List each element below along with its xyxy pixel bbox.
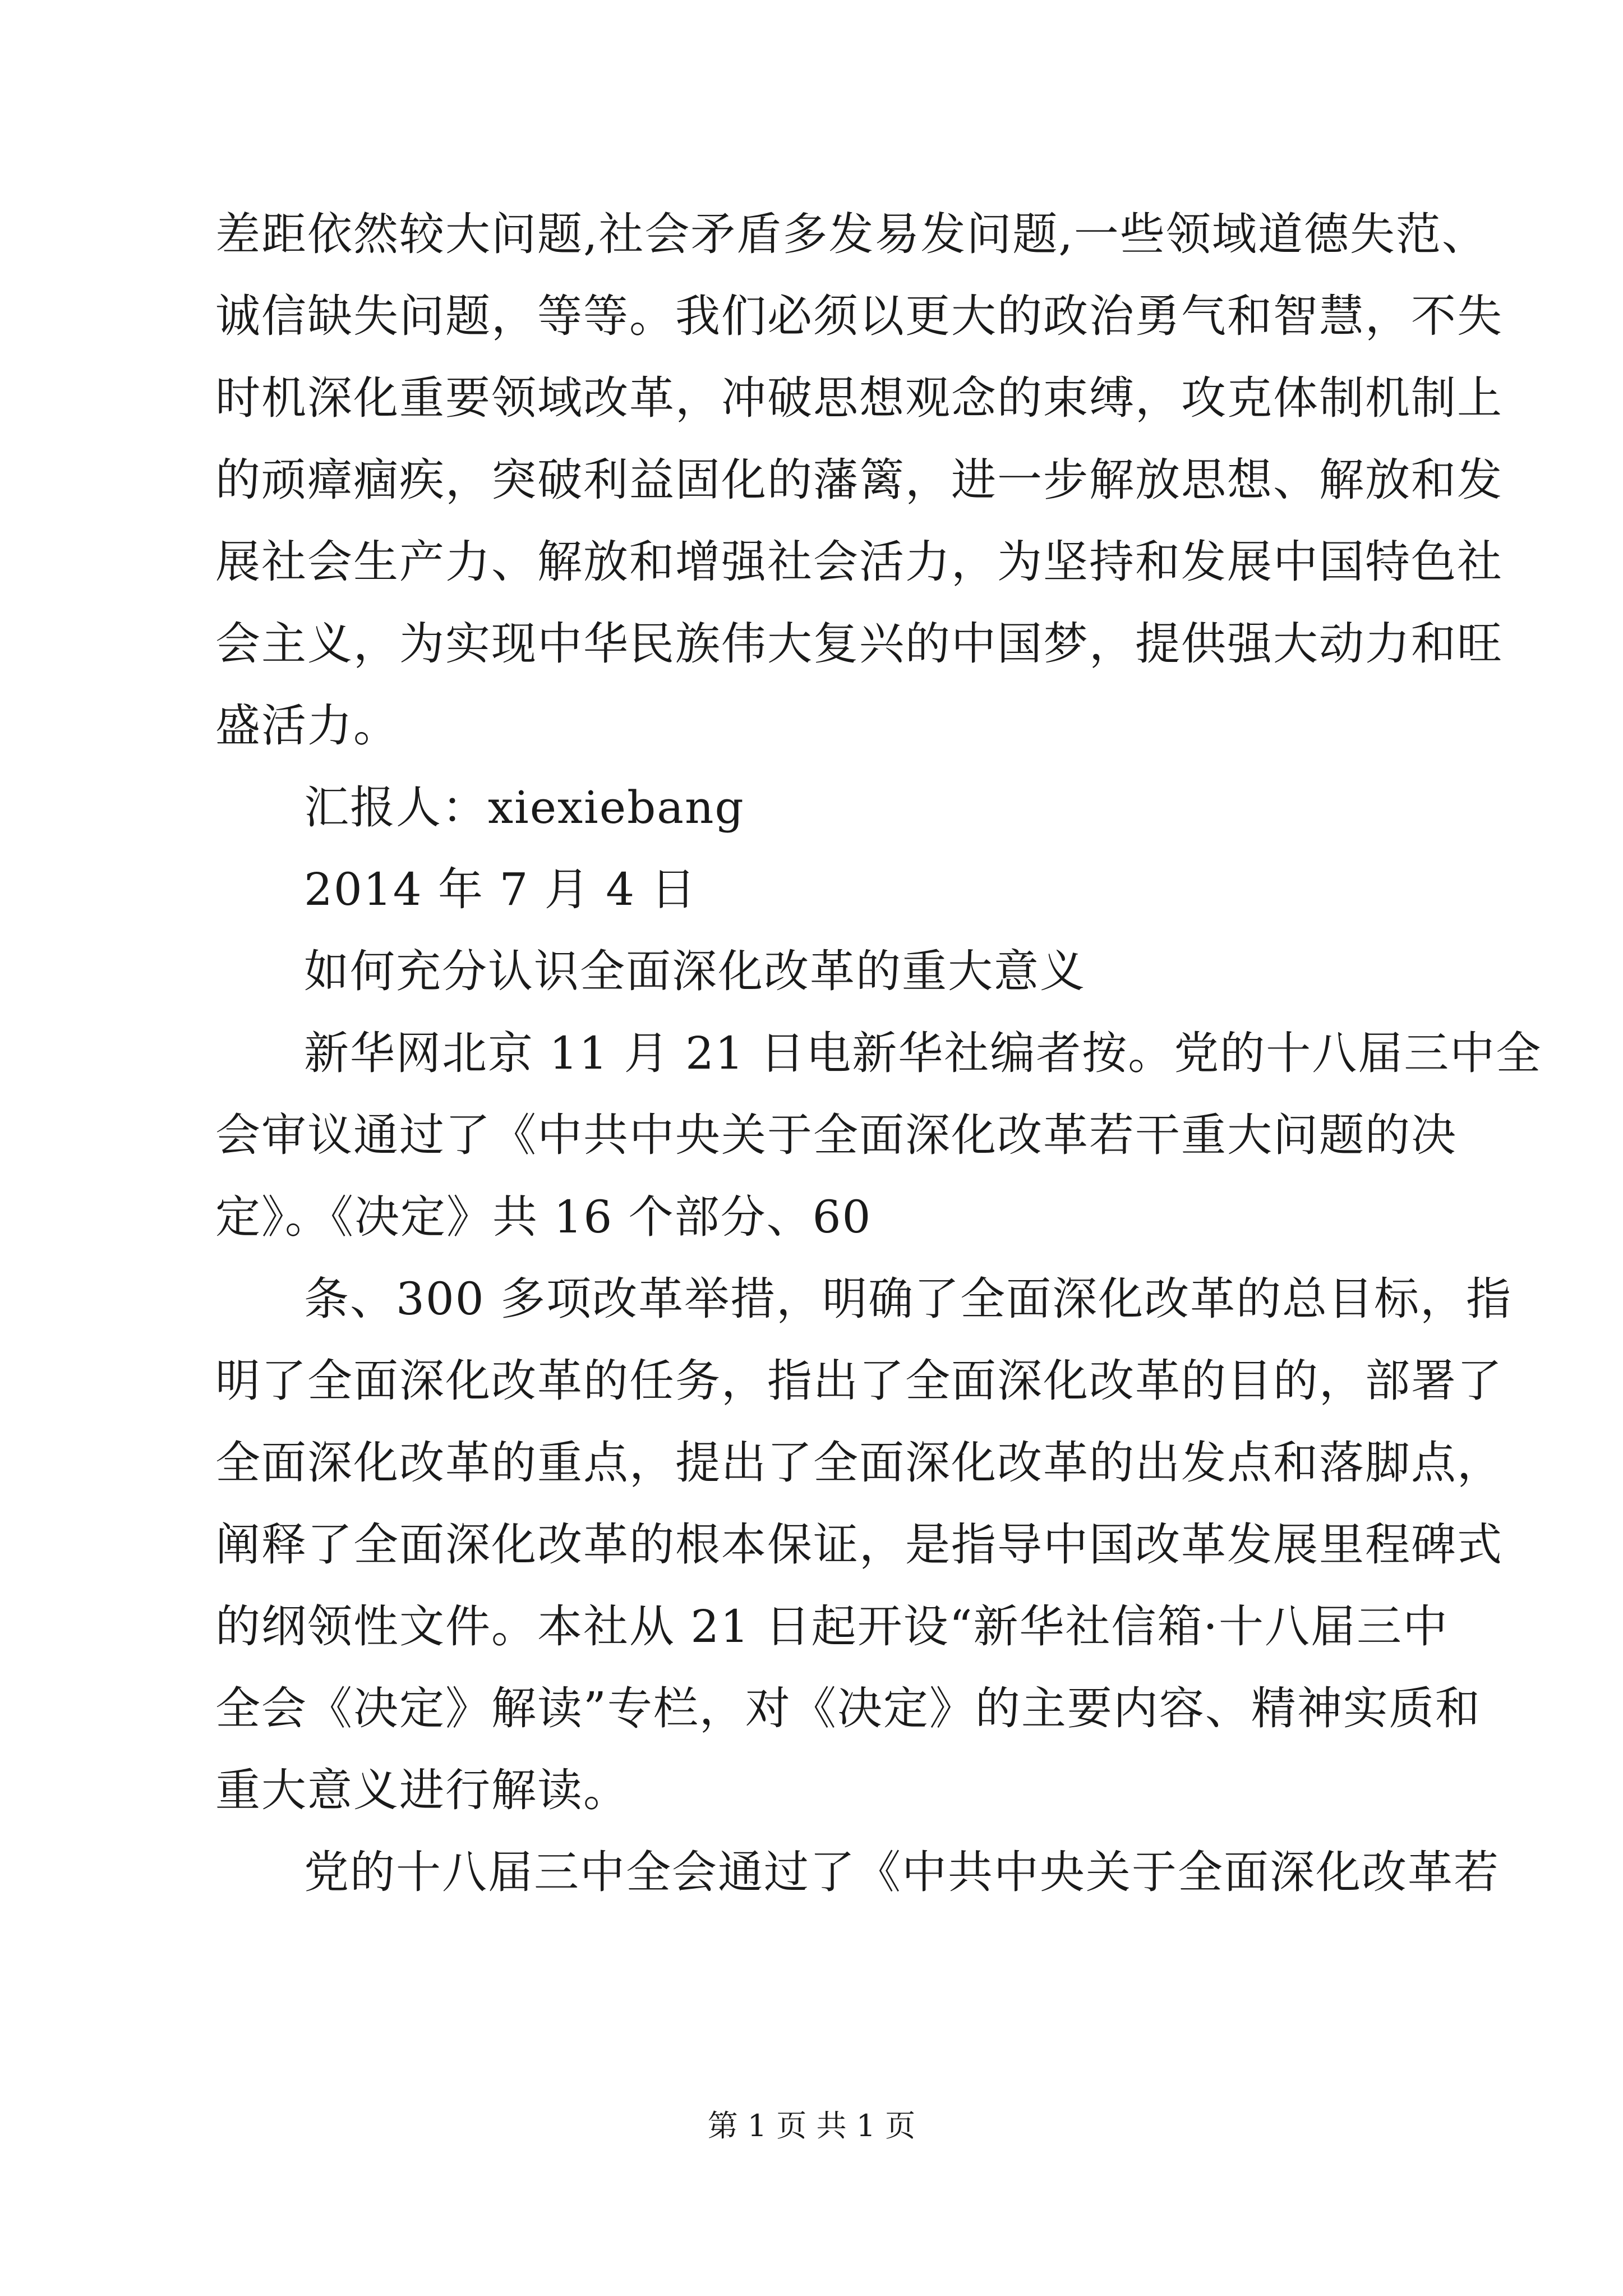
text-line: 的顽瘴痼疾，突破利益固化的藩篱，进一步解放思想、解放和发 bbox=[215, 454, 1503, 506]
text-line: 诚信缺失问题，等等。我们必须以更大的政治勇气和智慧，不失 bbox=[215, 290, 1503, 342]
text-line: 阐释了全面深化改革的根本保证，是指导中国改革发展里程碑式 bbox=[215, 1519, 1503, 1571]
reporter-line: 汇报人：xiexiebang bbox=[304, 781, 745, 834]
text-line: 全会《决定》解读”专栏，对《决定》的主要内容、精神实质和 bbox=[215, 1682, 1481, 1734]
text-line: 盛活力。 bbox=[215, 700, 399, 752]
text-line: 新华网北京 11 月 21 日电新华社编者按。党的十八届三中全 bbox=[304, 1027, 1542, 1079]
text-line: 的纲领性文件。本社从 21 日起开设“新华社信箱·十八届三中 bbox=[215, 1600, 1449, 1653]
text-line: 差距依然较大问题,社会矛盾多发易发问题,一些领域道德失范、 bbox=[215, 208, 1488, 260]
date-line: 2014 年 7 月 4 日 bbox=[304, 863, 697, 915]
document-body bbox=[215, 194, 1542, 1913]
text-line: 时机深化重要领域改革，冲破思想观念的束缚，攻克体制机制上 bbox=[215, 372, 1503, 424]
text-line: 会审议通过了《中共中央关于全面深化改革若干重大问题的决 bbox=[215, 1109, 1457, 1161]
text-line: 定》。《决定》共 16 个部分、60 bbox=[215, 1191, 872, 1243]
text-line: 展社会生产力、解放和增强社会活力，为坚持和发展中国特色社 bbox=[215, 536, 1503, 588]
page-number-footer: 第 1 页 共 1 页 bbox=[707, 2108, 916, 2143]
text-line: 党的十八届三中全会通过了《中共中央关于全面深化改革若 bbox=[304, 1846, 1500, 1898]
text-line: 明了全面深化改革的任务，指出了全面深化改革的目的，部署了 bbox=[215, 1355, 1503, 1407]
text-line: 会主义，为实现中华民族伟大复兴的中国梦，提供强大动力和旺 bbox=[215, 618, 1503, 670]
text-line: 条、300 多项改革举措，明确了全面深化改革的总目标，指 bbox=[304, 1273, 1513, 1325]
text-line: 全面深化改革的重点，提出了全面深化改革的出发点和落脚点， bbox=[215, 1437, 1503, 1489]
section-title: 如何充分认识全面深化改革的重大意义 bbox=[304, 945, 1086, 997]
text-line: 重大意义进行解读。 bbox=[215, 1764, 629, 1816]
